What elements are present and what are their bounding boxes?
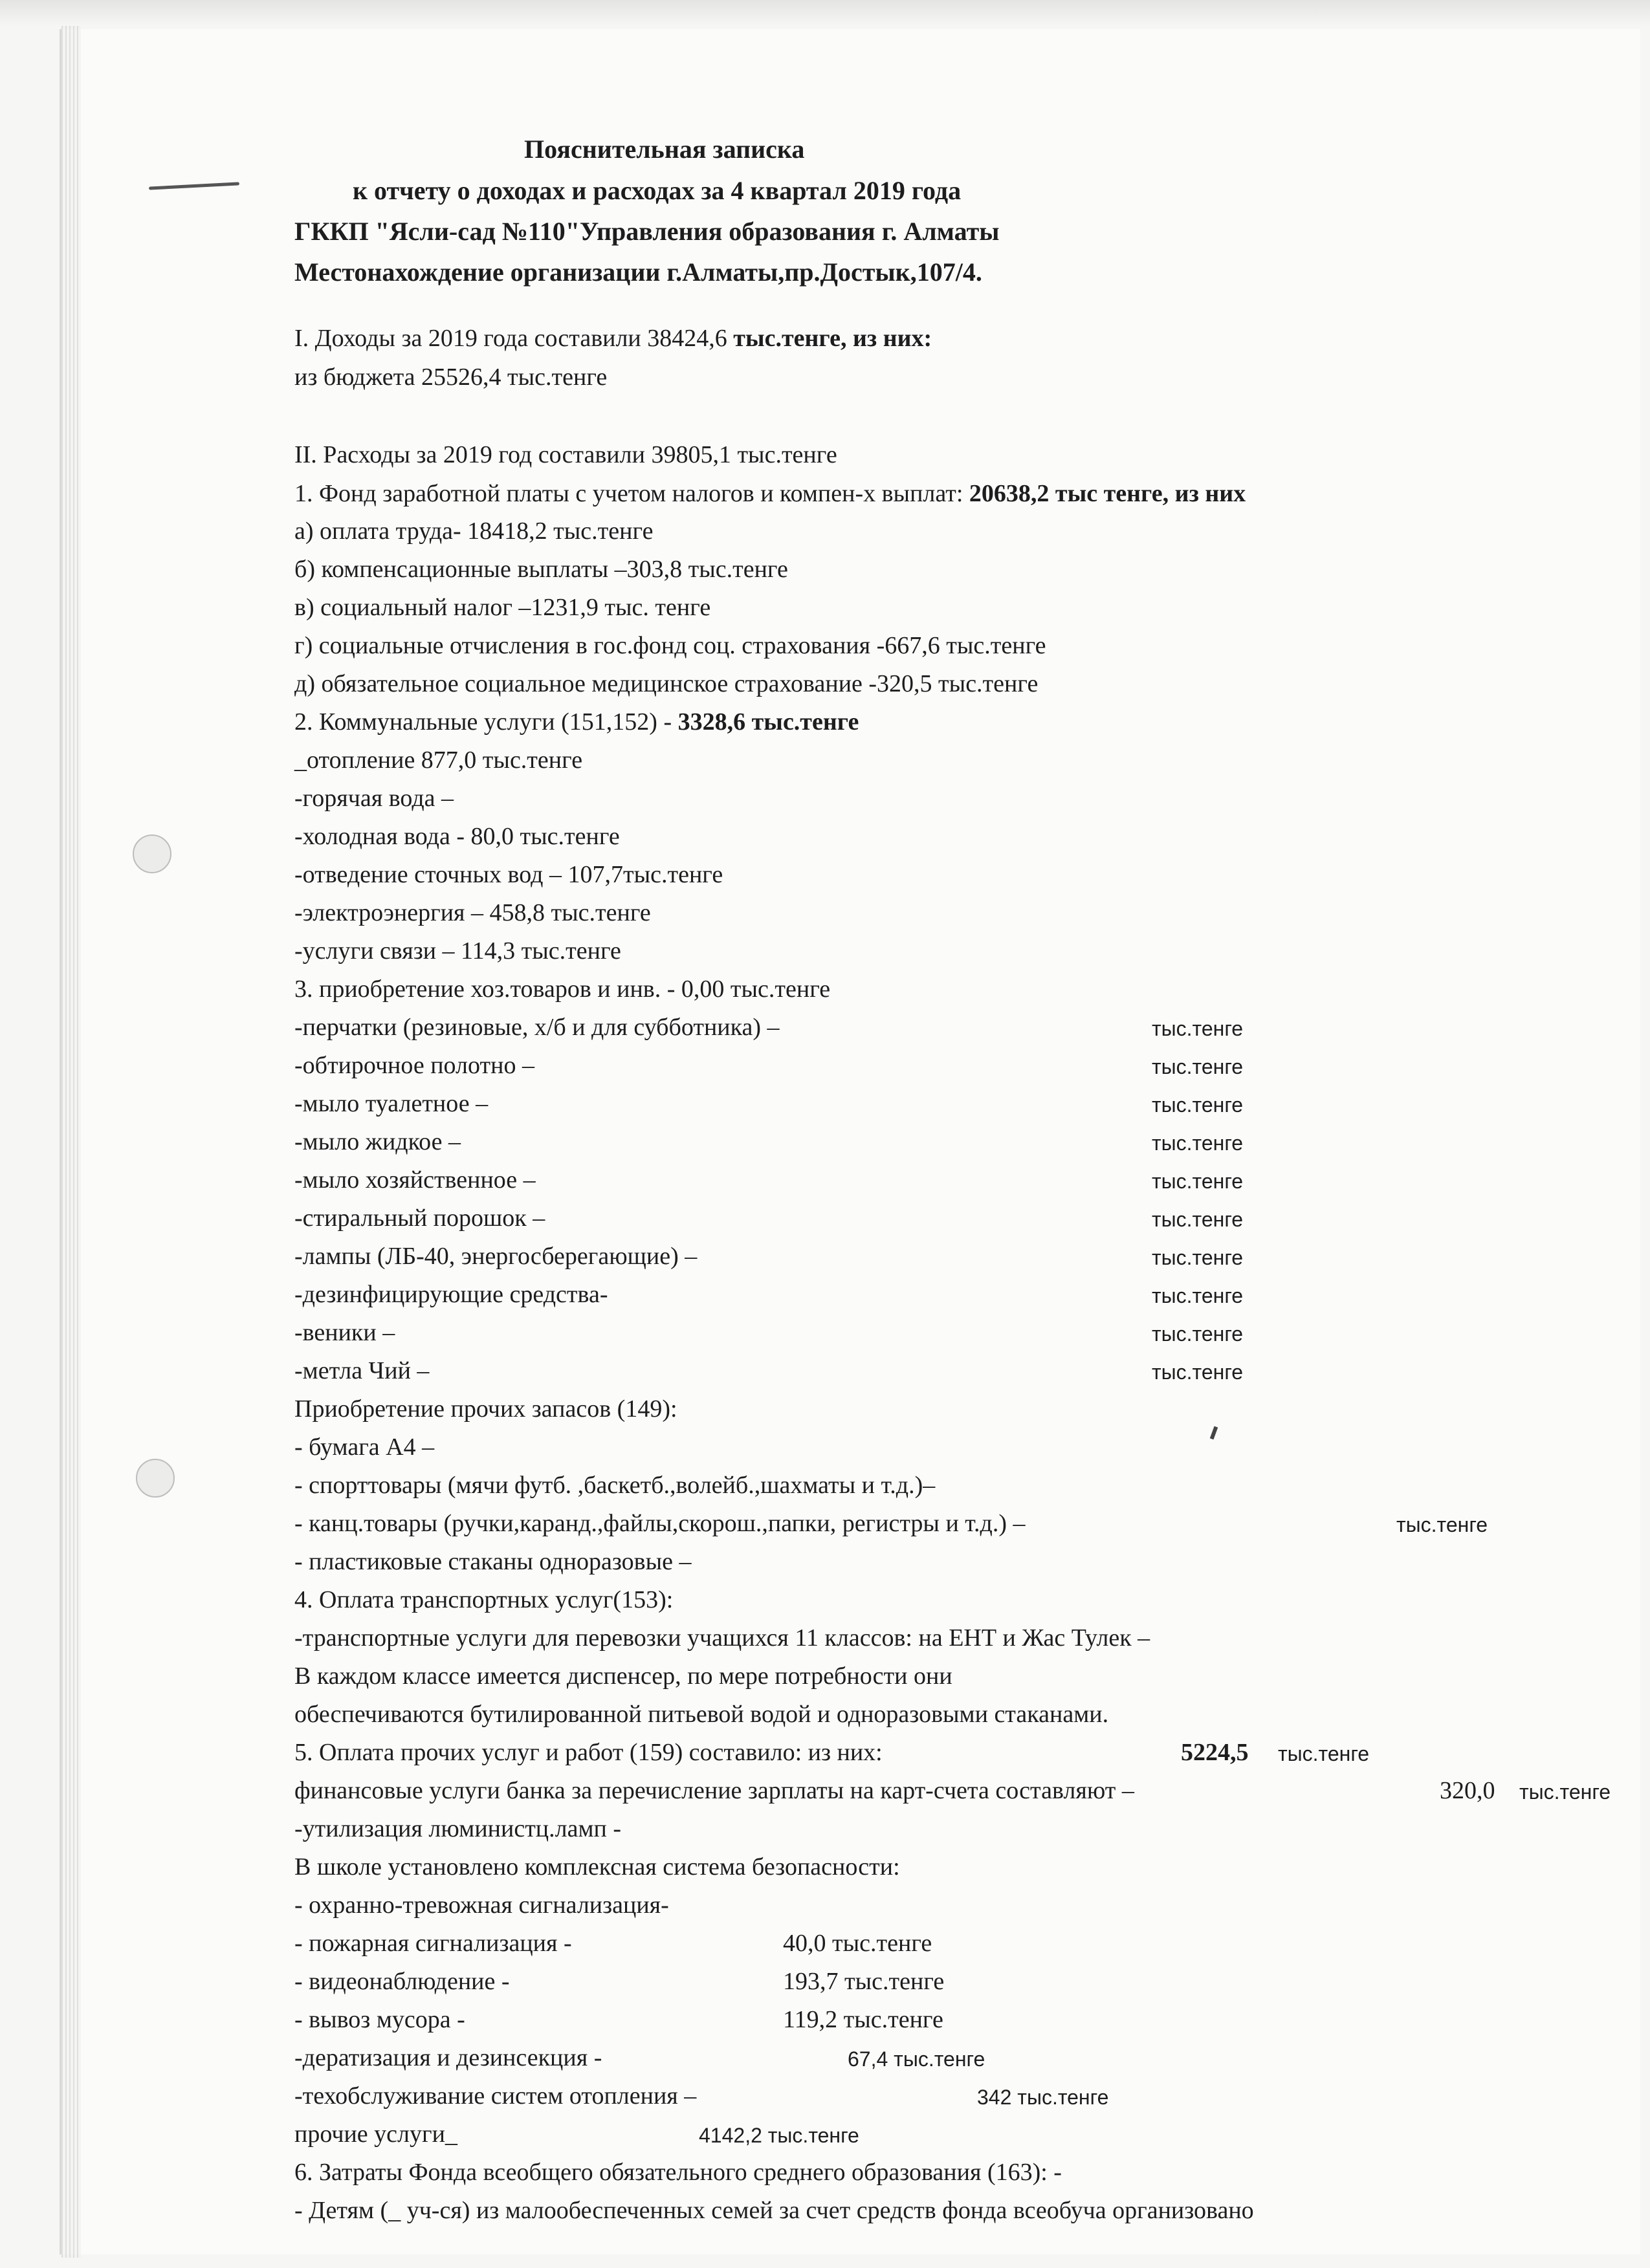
- document-title: Пояснительная записка: [524, 135, 805, 164]
- other-stock-item: - пластиковые стаканы одноразовые –: [294, 1548, 692, 1575]
- security-alarm: - охранно-тревожная сигнализация-: [294, 1892, 669, 1919]
- income-budget: из бюджета 25526,4 тыс.тенге: [294, 364, 608, 391]
- income-heading: [294, 323, 932, 353]
- supply-item: -стиральный порошок –: [294, 1205, 545, 1232]
- transport-heading: 4. Оплата транспортных услуг(153):: [294, 1586, 674, 1613]
- supply-unit: тыс.тенге: [1152, 1360, 1244, 1384]
- utilities-heading-total: 3328,6 тыс.тенге: [677, 708, 859, 736]
- supply-item: -метла Чий –: [294, 1357, 430, 1384]
- misc-services-label: прочие услуги_: [294, 2121, 457, 2148]
- salary-heading: [294, 479, 1246, 508]
- heating-maintenance-value: 342 тыс.тенге: [977, 2086, 1109, 2109]
- salary-item: б) компенсационные выплаты –303,8 тыс.тенге: [294, 556, 788, 583]
- expenses-heading: II. Расходы за 2019 год составили 39805,1 тыс.тенге: [294, 441, 837, 468]
- other-stock-item: - спорттовары (мячи футб. ,баскетб.,волейб.,шахматы и т.д.)–: [294, 1472, 936, 1499]
- document-subtitle: к отчету о доходах и расходах за 4 квартал 2019 года: [353, 176, 962, 205]
- supply-item: -обтирочное полотно –: [294, 1052, 534, 1079]
- transport-item: обеспечиваются бутилированной питьевой водой и одноразовыми стаканами.: [294, 1701, 1109, 1728]
- supply-unit: тыс.тенге: [1152, 1055, 1244, 1078]
- bank-fees: финансовые услуги банка за перечисление зарплаты на карт-счета составляют –: [294, 1777, 1134, 1804]
- utility-item: _отопление 877,0 тыс.тенге: [294, 747, 583, 774]
- supply-unit: тыс.тенге: [1152, 1208, 1244, 1231]
- security-row-label: - вывоз мусора -: [294, 2006, 465, 2033]
- punch-hole-icon: [136, 1459, 175, 1498]
- security-row-value: 193,7 тыс.тенге: [783, 1968, 945, 1995]
- other-services-heading: 5. Оплата прочих услуг и работ (159) составило: из них:: [294, 1739, 883, 1766]
- fund-heading: 6. Затраты Фонда всеобщего обязательного среднего образования (163): -: [294, 2159, 1062, 2186]
- supply-unit: тыс.тенге: [1152, 1131, 1244, 1155]
- scan-edge: [61, 26, 81, 2258]
- supply-unit: тыс.тенге: [1152, 1246, 1244, 1269]
- supply-unit: тыс.тенге: [1152, 1093, 1244, 1117]
- salary-item: а) оплата труда- 18418,2 тыс.тенге: [294, 518, 654, 545]
- supply-item: -мыло жидкое –: [294, 1128, 461, 1155]
- salary-item: г) социальные отчисления в гос.фонд соц. страхования -667,6 тыс.тенге: [294, 632, 1046, 659]
- supplies-heading: 3. приобретение хоз.товаров и инв. - 0,00 тыс.тенге: [294, 976, 831, 1003]
- supply-item: -перчатки (резиновые, х/б и для субботника) –: [294, 1014, 780, 1041]
- salary-heading-total: 20638,2 тыс тенге, из них: [969, 480, 1246, 507]
- salary-heading-text: 1. Фонд заработной платы с учетом налогов и компен-х выплат:: [294, 480, 963, 507]
- fund-text: - Детям (_ уч-ся) из малообеспеченных семей за счет средств фонда всеобуча организовано: [294, 2197, 1254, 2224]
- utility-item: -услуги связи – 114,3 тыс.тенге: [294, 937, 621, 965]
- utilities-heading: [294, 707, 859, 737]
- security-row-value: 40,0 тыс.тенге: [783, 1930, 932, 1957]
- supply-item: -дезинфицирующие средства-: [294, 1281, 608, 1308]
- misc-services-value: 4142,2 тыс.тенге: [699, 2124, 859, 2147]
- transport-item: -транспортные услуги для перевозки учащихся 11 классов: на ЕНТ и Жас Тулек –: [294, 1624, 1150, 1652]
- organization-name: ГККП "Ясли-сад №110"Управления образования г. Алматы: [294, 217, 1000, 246]
- salary-item: д) обязательное социальное медицинское страхование -320,5 тыс.тенге: [294, 670, 1039, 697]
- page-top-fold: [0, 0, 1650, 26]
- salary-item: в) социальный налог –1231,9 тыс. тенге: [294, 594, 711, 621]
- supply-item: -веники –: [294, 1319, 395, 1346]
- other-services-total: 5224,5: [1181, 1739, 1249, 1766]
- heating-maintenance-label: -техобслуживание систем отопления –: [294, 2082, 697, 2110]
- utility-item: -электроэнергия – 458,8 тыс.тенге: [294, 899, 651, 926]
- security-row-label: - видеонаблюдение -: [294, 1968, 510, 1995]
- income-heading-text: I. Доходы за 2019 года составили 38424,6: [294, 325, 727, 352]
- transport-item: В каждом классе имеется диспенсер, по мере потребности они: [294, 1663, 952, 1690]
- utility-item: -отведение сточных вод – 107,7тыс.тенге: [294, 861, 723, 888]
- supply-item: -мыло хозяйственное –: [294, 1166, 536, 1194]
- punch-hole-icon: [133, 834, 171, 873]
- security-heading: В школе установлено комплексная система безопасности:: [294, 1853, 900, 1881]
- lamp-disposal: -утилизация люминистц.ламп -: [294, 1815, 622, 1842]
- bank-fees-unit: тыс.тенге: [1519, 1780, 1611, 1804]
- utility-item: -холодная вода - 80,0 тыс.тенге: [294, 823, 620, 850]
- supply-unit: тыс.тенге: [1152, 1170, 1244, 1193]
- security-row-label: - пожарная сигнализация -: [294, 1930, 572, 1957]
- supply-unit: тыс.тенге: [1152, 1017, 1244, 1040]
- security-row-value: 119,2 тыс.тенге: [783, 2006, 943, 2033]
- supply-item: -мыло туалетное –: [294, 1090, 489, 1117]
- deratization-value: 67,4 тыс.тенге: [848, 2047, 985, 2071]
- supply-unit: тыс.тенге: [1152, 1284, 1244, 1307]
- supply-item: -лампы (ЛБ-40, энергосберегающие) –: [294, 1243, 698, 1270]
- other-services-unit: тыс.тенге: [1278, 1742, 1370, 1765]
- income-heading-suffix: тыс.тенге, из них:: [733, 325, 932, 352]
- organization-location: Местонахождение организации г.Алматы,пр.Достык,107/4.: [294, 257, 982, 287]
- bank-fees-value: 320,0: [1440, 1777, 1495, 1804]
- deratization-label: -дератизация и дезинсекция -: [294, 2044, 602, 2071]
- other-stock-item: - канц.товары (ручки,каранд.,файлы,скорош.,папки, регистры и т.д.) –: [294, 1510, 1026, 1537]
- stationery-unit: тыс.тенге: [1396, 1513, 1488, 1536]
- other-stock-heading: Приобретение прочих запасов (149):: [294, 1395, 677, 1423]
- supply-unit: тыс.тенге: [1152, 1322, 1244, 1346]
- utilities-heading-text: 2. Коммунальные услуги (151,152) -: [294, 708, 672, 736]
- utility-item: -горячая вода –: [294, 785, 454, 812]
- other-stock-item: - бумага А4 –: [294, 1434, 435, 1461]
